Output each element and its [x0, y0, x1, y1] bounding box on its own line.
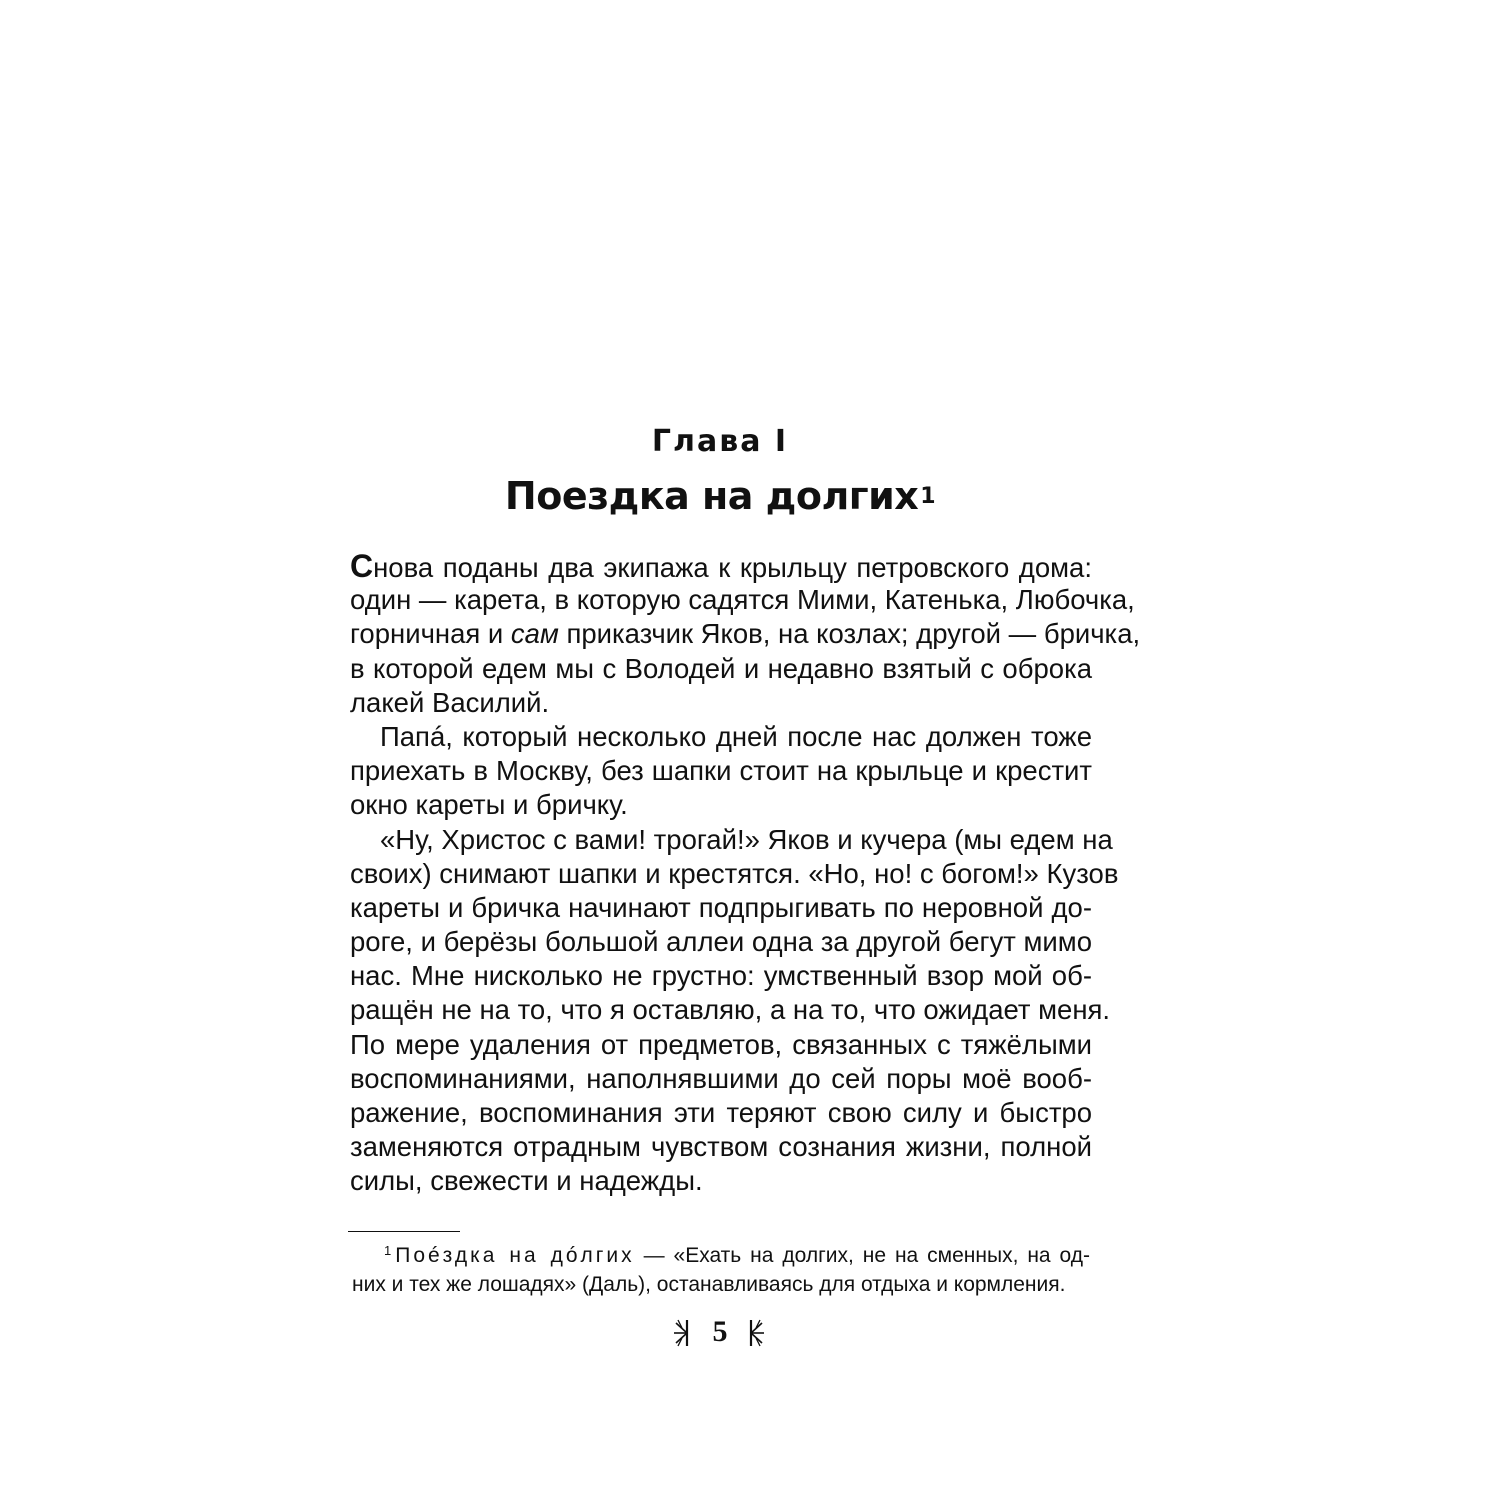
chapter-title [0, 474, 1440, 518]
footnote-reference: 1 [920, 484, 936, 509]
text-line: нас. Мне нисколько не грустно: умственный взор мой об- [350, 960, 1092, 992]
drop-cap: С [350, 548, 374, 584]
footnote [352, 1241, 1090, 1299]
chapter-body [350, 548, 1141, 1199]
footnote-term: Поéздка на дóлгих [395, 1244, 635, 1267]
footnote-line: $^1$ Поéздка на дóлгих — «Ехать на долгих, не на сменных, на од- [384, 1243, 1090, 1267]
chapter-title-text: Поездка на долгих [504, 474, 919, 518]
text-line: ражение, воспоминания эти теряют свою силу и быстро [350, 1097, 1092, 1128]
text-line: ращён не на то, что я оставляю, а на то, что ожидает меня. [350, 994, 1111, 1026]
ornament-right-icon [746, 1318, 766, 1348]
footnote-divider [348, 1231, 460, 1232]
text-line: приехать в Москву, без шапки стоит на крыльце и крестит [350, 755, 1092, 787]
footnote-line: них и тех же лошадях» (Даль), останавливаясь для отдыха и кормления. [352, 1273, 1066, 1296]
page-number: 5 [712, 1315, 728, 1348]
text-line: заменяются отрадным чувством сознания жизни, полной [350, 1131, 1092, 1163]
page-number-row [660, 1312, 780, 1352]
ornament-left-icon [672, 1318, 692, 1348]
text-line: один — карета, в которую садятся Мими, Катенька, Любочка, [350, 584, 1135, 616]
text-line: По мере удаления от предметов, связанных с тяжёлыми [350, 1028, 1092, 1060]
footnote-marker: 1 [384, 1243, 392, 1258]
paragraph-first-line: «Ну, Христос с вами! трогай!» Яков и кучера (мы едем на [380, 823, 1113, 855]
text-line: окно кареты и бричку. [350, 789, 628, 821]
text-line: роге, и берёзы большой аллеи одна за другой бегут мимо [350, 926, 1092, 958]
text-line: воспоминаниями, наполнявшими до сей поры моё вооб- [350, 1062, 1092, 1094]
text-line: Снова поданы два экипажа к крыльцу петровского дома: [350, 548, 1092, 584]
emphasis: сам [510, 618, 559, 650]
text-line: кареты и бричка начинают подпрыгивать по неровной до- [350, 891, 1092, 923]
text-line: горничная и сам приказчик Яков, на козлах; другой — бричка, [350, 618, 1141, 650]
text-line: в которой едем мы с Володей и недавно взятый с оброка [350, 652, 1092, 684]
text-line: силы, свежести и надежды. [350, 1165, 703, 1197]
text-line: своих) снимают шапки и крестятся. «Но, но! с богом!» Кузов [350, 857, 1119, 889]
paragraph-first-line: Папá, который несколько дней после нас должен тоже [380, 720, 1092, 752]
chapter-label: Глава I [651, 424, 789, 459]
text-line: лакей Василий. [350, 686, 550, 718]
